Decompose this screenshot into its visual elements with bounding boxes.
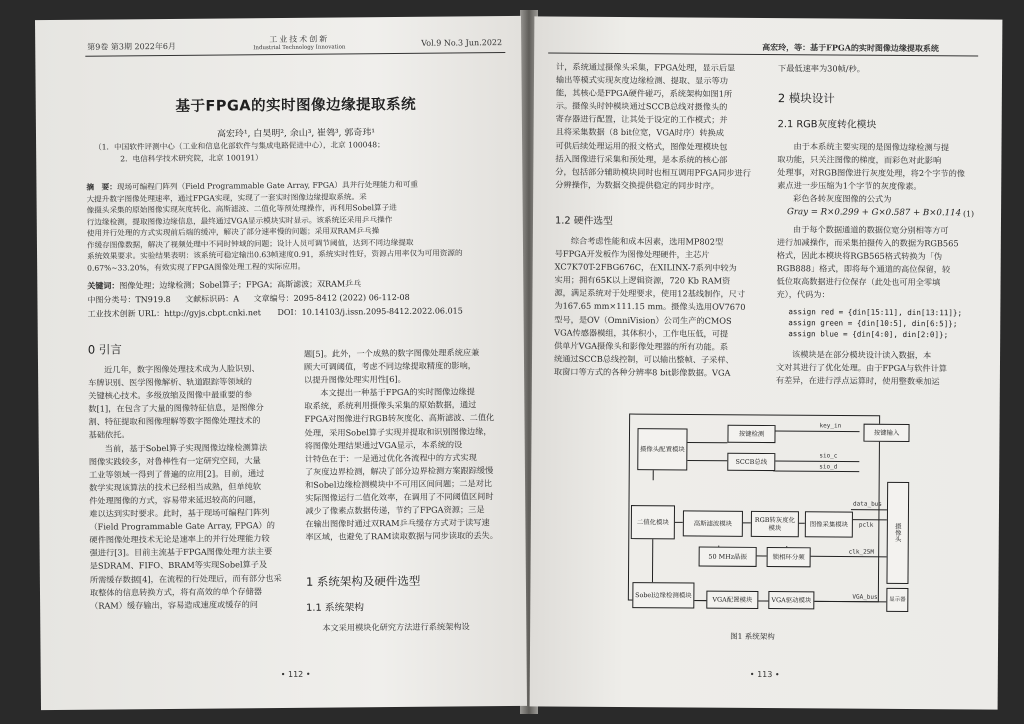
text-line: 硬件图像处理技术无论是速率上的并行处理能力较 <box>89 533 270 545</box>
doc-code-value: A <box>233 294 240 304</box>
text-line: 低位取高数据进行位保存（此处也可用全零填 <box>776 276 941 288</box>
oscillator-block: 50 MHz晶振 <box>699 547 757 567</box>
text-line: 号FPGA开发板作为图像处理硬件，主芯片 <box>554 248 710 260</box>
affiliation-1: （1．中国软件评测中心（工业和信息化部软件与集成电路促进中心），北京 100048； <box>94 140 385 152</box>
text-line: 近几年，数字图像处理技术成为人脸识别、 <box>104 363 260 375</box>
keywords-value: 图像处理；边缘检测；Sobel算子；FPGA；高斯滤波；双RAM乒乓 <box>119 279 362 291</box>
abstract-label: 摘 要： <box>86 182 117 192</box>
image-capture-block: 图像采集模块 <box>805 511 853 537</box>
right-page <box>530 16 1003 709</box>
abstract-line: 作缓存图像数据，解决了视频处理中不同时钟域的问题；设计人员可调节阈值，达到不同边缘提取 <box>86 237 414 250</box>
key-detect-block: 按键检测 <box>727 425 775 443</box>
text-line: 可供后续处理运用的报文格式，图像处理模块包 <box>555 140 728 152</box>
url-line <box>88 304 518 321</box>
text-line: 取功能，只关注图像的梯度，而彩色对此影响 <box>777 154 942 166</box>
header-issue-en: Vol.9 No.3 Jun.2022 <box>421 38 503 48</box>
formula: Gray = R×0.299 + G×0.587 + B×0.114 <box>787 207 962 219</box>
text-line: 工业等领域一得到了普遍的应用[2]。目前，通过 <box>88 467 265 480</box>
text-line: 供单片VGA摄像头和影像处理器的所有功能。系 <box>554 340 729 352</box>
text-line: 强进行[3]。目前主流基于FPGA图像处理方法主要 <box>89 546 273 558</box>
text-line: 充），代码为： <box>776 289 830 300</box>
text-line: 数[1]，在包含了大量的图像特征信息，是图像分 <box>88 402 264 414</box>
clc-label: 中图分类号： <box>87 295 136 305</box>
url-label: 工业技术创新 URL： <box>87 309 165 319</box>
text-line: VGA传感器模组，其体积小，工作电压低，可提 <box>554 327 729 339</box>
connector <box>812 601 886 602</box>
text-line: （RAM）缓存输出，容易造成速度或缓存的问 <box>90 598 258 611</box>
text-line: 取系统，系统利用摄像头采集的原始数据，通过 <box>304 399 477 412</box>
section-1-heading: 1 系统架构及硬件选型 <box>305 573 421 589</box>
doi-label: DOI： <box>277 307 302 318</box>
header-rule <box>85 52 505 57</box>
text-line: 难以达到实时要求。此时，基于现场可编程门阵列 <box>89 507 270 519</box>
text-line: 能，其核心是FPGA硬件碰巧，系统架构如图1所 <box>555 87 733 99</box>
text-line: RGB888」格式，即将每个通道的高位保留，较 <box>776 263 951 275</box>
keywords-label: 关键词： <box>87 280 120 291</box>
signal-sio-c: sio_c <box>819 452 838 460</box>
text-line: 当前，基于Sobel算子实现图像边缘检测算法 <box>104 441 268 454</box>
url-value: http://gyjs.cbpt.cnki.net <box>164 308 261 319</box>
text-line: 所需缓存数据[4]，在流程的行处理后，而有部分也采 <box>89 572 282 585</box>
article-no-label: 文章编号： <box>253 293 294 304</box>
header-issue: 第9卷 第3期 2022年6月 <box>87 41 176 52</box>
text-line: 以提升图像处理实用性[6]。 <box>304 374 406 385</box>
text-line: 顾大可调阈值，考虑不同边缘提取精度的影响， <box>303 360 477 372</box>
doi-value: 10.14103/j.issn.2095-8412.2022.06.015 <box>301 306 463 317</box>
signal-clk-25m: clk_25M <box>848 548 875 556</box>
section-1-1-text: 本文采用模块化研究方法进行系统架构设 <box>322 621 470 633</box>
abstract-line: 行边缘检测，提取图像边缘信息，最终通过VGA显示模块实时显示。该系统还采用乒乓操作 <box>86 214 393 227</box>
section-1-2-heading: 1.2 硬件选型 <box>554 215 613 227</box>
text-line: 率区域，也避免了RAM读取数据与同步读取的丢失。 <box>305 530 498 543</box>
abstract-line: 0.67%~33.20%，有效实现了FPGA图像处理工程的实际应用。 <box>87 261 306 273</box>
text-line: 件处理图像的方式，容易带来延迟较高的问题， <box>89 494 262 506</box>
section-2-1-heading: 2.1 RGB灰度转化模块 <box>777 119 877 131</box>
section-1-2-text <box>554 235 759 380</box>
text-line: 题[5]。此外，一个成熟的数字图像处理系统应兼 <box>303 347 480 359</box>
affiliation-2: 2．电信科学技术研究院，北京 100191） <box>120 153 263 164</box>
page-number-left: • 112 • <box>280 669 311 680</box>
connector <box>773 461 859 462</box>
text-line: 统通过SCCB总线控制，可以输出整帧、子采样、 <box>553 353 734 365</box>
camera-config-block: 摄像头配置模块 <box>637 428 687 470</box>
header-journal-cn: 工业技术创新 <box>269 34 330 45</box>
signal-vga-bus: VGA_bus <box>852 593 878 601</box>
right-column-2-top: 下最低速率为30帧/秒。 <box>778 63 865 74</box>
text-line: 有差异，在进行浮点运算时，使用整数乘加运 <box>775 375 940 387</box>
left-page <box>35 16 527 710</box>
sccb-block: SCCB总线 <box>727 453 775 471</box>
text-line: 综合考虑性能和成本因素，选用MP802型 <box>570 235 724 247</box>
text-line: 实用；拥有65K以上逻辑资源，720 Kb RAM资 <box>554 274 731 287</box>
signal-pclk: pclk <box>858 521 874 529</box>
doc-code-label: 文献标识码： <box>185 294 234 304</box>
text-line: 本文提出一种基于FPGA的实时图像边缘提 <box>320 386 475 398</box>
text-line: FPGA对图像进行RGB转灰度化、高斯滤波、二值化 <box>304 412 495 425</box>
code-line: assign blue = {din[4:0], din[2:0]}; <box>788 329 949 340</box>
article-no-value: 2095-8412 (2022) 06-112-08 <box>293 292 410 303</box>
text-line: 分，包括部分辅助模块同时也相互调用PFGA同步进行 <box>555 166 751 178</box>
intro-heading: 0 引言 <box>87 342 122 357</box>
key-input-block: 按键输入 <box>863 424 909 442</box>
abstract-line: 像摄头采集的原始图像实现灰度转化、高斯滤波、二值化等预处理操作，再利用Sobel算子进 <box>86 202 397 215</box>
signal-data-bus: data_bus <box>852 500 882 508</box>
clc-value: TN919.8 <box>135 294 171 305</box>
text-line: 是SDRAM、FIFO、BRAM等实现Sobel算子及 <box>89 559 268 572</box>
signal-key-in: key_in <box>819 422 842 430</box>
system-architecture-diagram <box>622 410 908 612</box>
text-line: 在输出图像时通过双RAM乒乓缓存方式对于读写速 <box>305 517 490 530</box>
text-line: 型号，是OV（OmniVision）公司生产的CMOS <box>554 314 732 326</box>
text-line: 素点进一步压缩为1个字节的灰度像素。 <box>777 180 922 192</box>
text-line: 取整体的信息转换方式，将有高效的单个存储器 <box>89 585 262 598</box>
section-2-1-text <box>777 140 981 207</box>
text-line: 将图像处理结果通过VGA显示，本系统的设 <box>304 439 463 451</box>
abstract-line: 现场可编程门阵列（Field Programmable Gate Array, FPGA）具并行处理能力和可重 <box>116 179 418 192</box>
display-block: 显示器 <box>886 588 908 612</box>
vga-driver-block: VGA驱动模块 <box>768 591 814 609</box>
text-line: 实际图像运行二值化效率，在调用了不同阈值区间时 <box>305 491 494 503</box>
code-line: assign red = {din[15:11], din[13:11]}; <box>788 307 963 318</box>
running-head: 高宏玲，等：基于FPGA的实时图像边缘提取系统 <box>762 41 939 54</box>
rgb-gray-block: RGB转灰度化模块 <box>751 511 799 537</box>
abstract-line: 系统效果要求。实验结果表明：该系统可稳定输出0.63帧速度0.91，系统实时性好，资源占用率仅为可用资源的 <box>87 248 463 261</box>
text-line: （Field Programmable Gate Array, FPGA）的 <box>89 520 275 532</box>
text-line: 计，系统通过摄像头采集，FPGA处理，显示后显 <box>556 61 736 73</box>
connector <box>774 431 860 432</box>
signal-sio-d: sio_d <box>819 463 838 471</box>
authors: 高宏玲¹, 白昊明², 余山³, 崔鸰³, 郭奇玮¹ <box>216 128 376 140</box>
text-line: 且将采集数据（8 bit位宽，VGA时序）转换成 <box>555 126 724 139</box>
text-line: 为167.65 mm×111.15 mm。摄像头选用OV7670 <box>554 300 746 313</box>
binarize-block: 二值化模块 <box>631 505 675 539</box>
section-2-1-text-3 <box>776 348 980 389</box>
header-journal-en: Industrial Technology Innovation <box>253 44 346 52</box>
text-line: 该模块是在部分模块设计读入数据，本 <box>792 349 932 361</box>
abstract-line: 使用并行处理的方式实现前后端的缓冲，解决了部分速率慢的问题；采用双RAM乒乓操 <box>86 226 380 238</box>
text-line: 分辨操作，为数据交换提供稳定的同步时序。 <box>555 179 720 191</box>
text-line: 图像实践较多，对鲁棒性有一定研究空间，大量 <box>88 454 261 467</box>
text-line: 了灰度边界检测，解决了部分边界检测方案跟踪缓慢 <box>304 464 494 477</box>
text-line: 示。摄像头时钟模块通过SCCB总线对摄像头的 <box>555 100 728 113</box>
text-line: 由于本系统主要实现的是图像边缘检测与提 <box>793 141 950 153</box>
paper-title: 基于FPGA的实时图像边缘提取系统 <box>175 96 417 115</box>
connector <box>773 471 859 472</box>
code-block <box>788 306 984 341</box>
text-line: 取窗口等方式的各种分辨率8 bit影像数据。VGA <box>553 366 731 378</box>
text-line: 减少了像素点数据传递，节约了FPGA资源；三是 <box>305 504 485 516</box>
text-line: 车牌识别、医学图像解析、轨道跟踪等领域的 <box>88 376 252 388</box>
section-2-1-text-2 <box>776 223 981 303</box>
text-line: 进行加减操作，而采集拍摄传入的数据为RGB565 <box>776 237 959 249</box>
text-line: 源，满足系统对于处理要求，使用12基线制作，尺寸 <box>554 287 746 300</box>
text-line: 格式，因此本模块将RGB565格式转换为「伪 <box>776 250 943 262</box>
text-line: 处理事，对RGB图像进行灰度处理，将2个字节的像 <box>777 167 966 179</box>
pll-divider-block: 锁相环分频 <box>767 547 811 567</box>
text-line: 处理，采用Sobel算子实现并提取和识别图像边缘， <box>304 425 492 438</box>
right-column-1-top <box>555 61 760 193</box>
text-line: 和Sobel边缘检测模块中不可用区间问题；二是对比 <box>305 478 493 490</box>
abstract <box>86 178 507 274</box>
page-number-right: • 113 • <box>749 669 780 680</box>
text-line: 输出等模式实现灰度边缘检测、提取、显示等功 <box>555 74 728 86</box>
intro-column-1 <box>88 362 290 613</box>
text-line: XC7K70T-2FBG676C，在XILINX-7系列中较为 <box>554 261 737 273</box>
sobel-block: Sobel边缘检测模块 <box>632 582 694 608</box>
figure-caption: 图1 系统架构 <box>730 631 775 642</box>
abstract-line: 大提升数字图像处理速率，通过FPGA实现，实现了一套实时图像边缘提取系统。采 <box>86 191 367 204</box>
section-1-1-heading: 1.1 系统架构 <box>306 602 365 614</box>
section-2-heading: 2 模块设计 <box>777 91 835 106</box>
text-line: 基础依托。 <box>88 429 130 441</box>
intro-column-2 <box>304 346 510 544</box>
code-line: assign green = {din[10:5], din[6:5]}; <box>788 318 958 329</box>
text-line: 计特色在于：一是通过优化各流程中的方式实现 <box>304 452 477 464</box>
text-line: 彩色各转灰度图像的公式为 <box>793 193 892 205</box>
gauss-filter-block: 高斯滤波模块 <box>683 510 743 536</box>
text-line: 括入图像进行采集和预处理，是本系统的核心部 <box>555 153 728 165</box>
connector <box>809 556 887 557</box>
text-line: 关键核心技术。多级放缩及图像中最重要的参 <box>88 389 253 401</box>
vga-config-block: VGA配置模块 <box>706 591 758 609</box>
text-line: 由于每个数据通道的数据位宽分别相等方可 <box>792 224 949 236</box>
text-line: 寄存器进行配置，让其处于设定的工作模式；并 <box>555 113 728 126</box>
text-line: 割、特征提取和图像理解等数字图像处理技术的 <box>88 415 261 428</box>
text-line: 文对其进行了优化处理。由于FPGA与软件计算 <box>775 362 948 374</box>
camera-block: 摄像头 <box>886 482 909 584</box>
text-line: 数学实现该算法的技术已经相当成熟，但单纯软 <box>89 481 262 493</box>
formula-number: (1) <box>963 209 975 219</box>
